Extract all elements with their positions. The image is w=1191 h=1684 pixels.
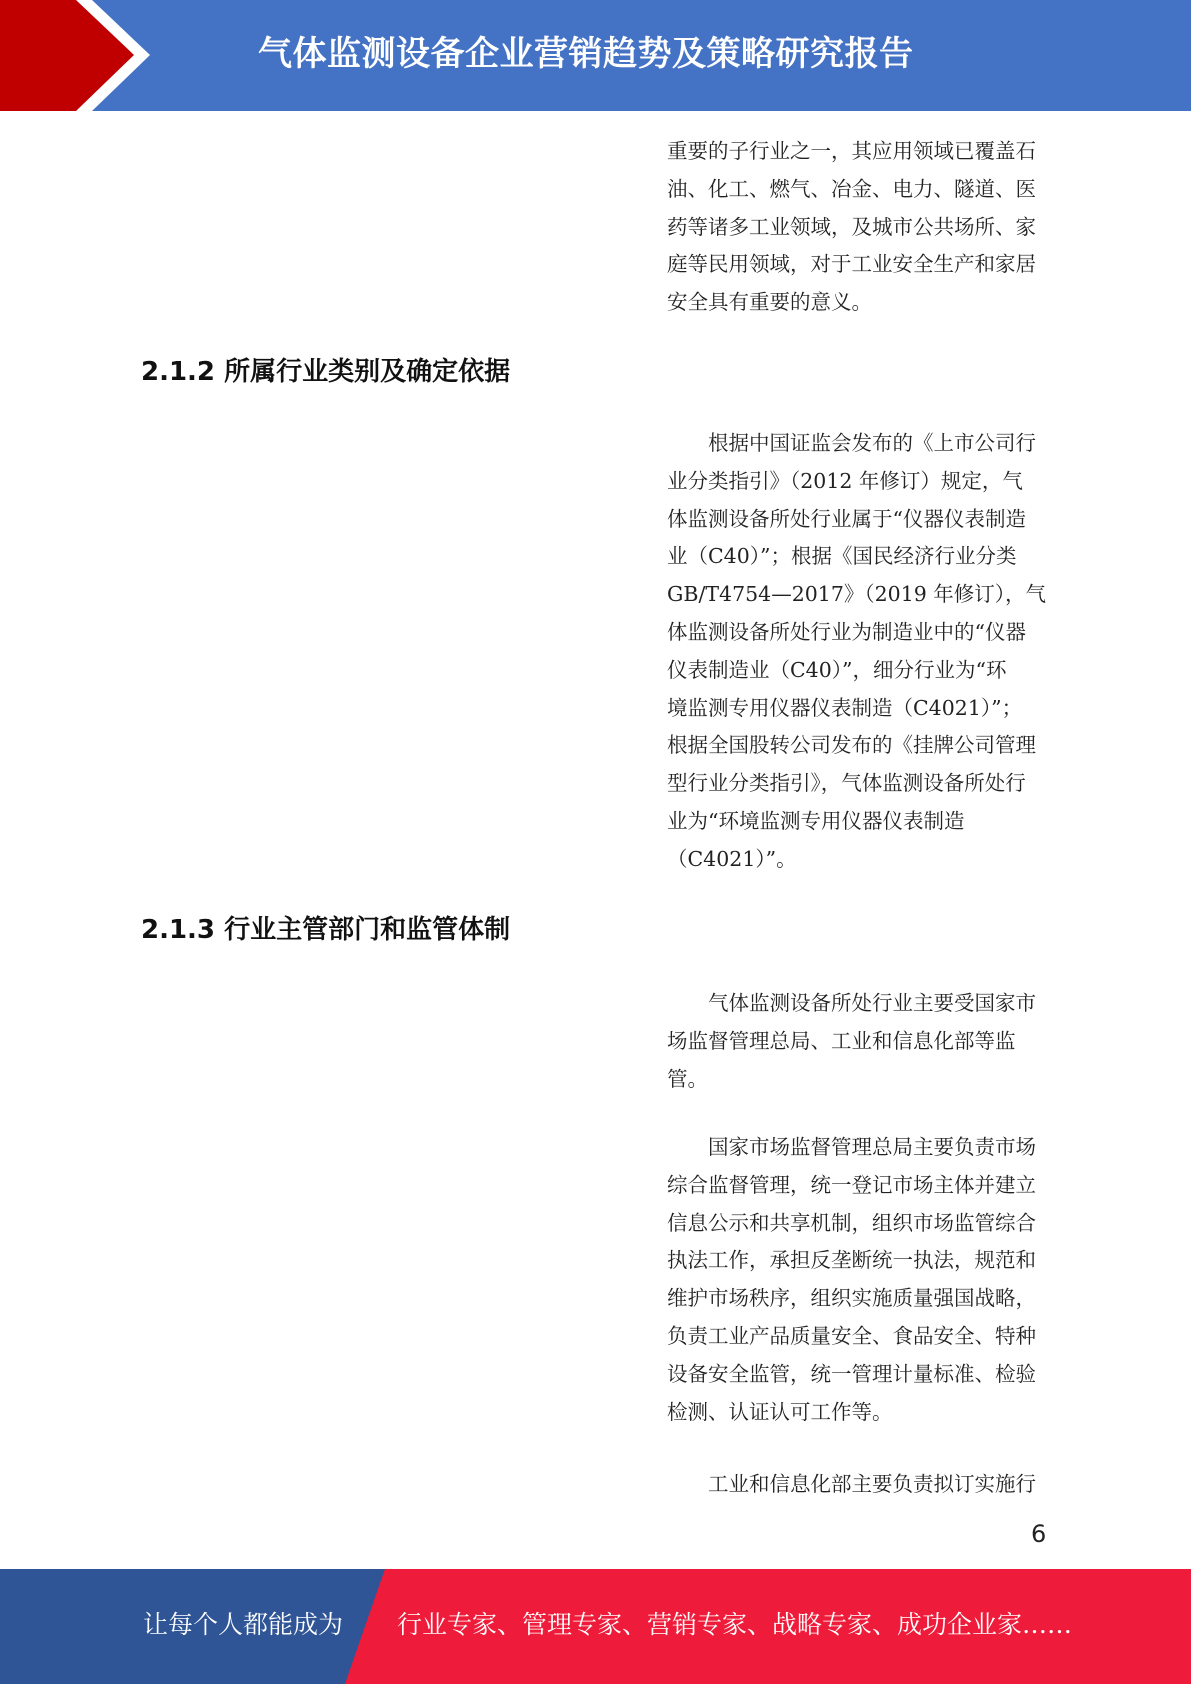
text-line: 负责工业产品质量安全、食品安全、特种 — [667, 1323, 1036, 1348]
report-title: 气体监测设备企业营销趋势及策略研究报告 — [258, 34, 914, 74]
text-line: 仪表制造业（C40）”，细分行业为“环 — [667, 657, 1007, 682]
paragraph-miit-duties — [667, 1466, 1047, 1504]
footer-slogan-right: 行业专家、管理专家、营销专家、战略专家、成功企业家…… — [397, 1610, 1073, 1639]
text-line: 型行业分类指引》，气体监测设备所处行 — [667, 771, 1026, 796]
text-line: 境监测专用仪器仪表制造（C4021）”； — [667, 695, 1023, 720]
report-header — [0, 0, 1191, 111]
text-line: 业（C40）”；根据《国民经济行业分类 — [667, 544, 1017, 569]
text-line: 信息公示和共享机制，组织市场监管综合 — [667, 1210, 1036, 1235]
text-line: 管。 — [667, 1066, 708, 1091]
text-line: 气体监测设备所处行业主要受国家市 — [667, 991, 1036, 1015]
text-line: 安全具有重要的意义。 — [667, 290, 872, 315]
paragraph-regulators — [667, 985, 1047, 1098]
text-line: 庭等民用领域，对于工业安全生产和家居 — [667, 252, 1036, 277]
text-line: GB/T4754—2017》（2019 年修订），气 — [667, 582, 1047, 607]
section-heading-2-1-3: 2.1.3 行业主管部门和监管体制 — [141, 915, 511, 945]
report-footer — [0, 1569, 1191, 1684]
page-number: 6 — [1031, 1520, 1047, 1548]
text-line: 药等诸多工业领域，及城市公共场所、家 — [667, 214, 1036, 239]
text-line: 检测、认证认可工作等。 — [667, 1399, 893, 1424]
text-line: 场监督管理总局、工业和信息化部等监 — [667, 1028, 1016, 1053]
paragraph-industry-classification — [667, 425, 1047, 879]
text-line: 维护市场秩序，组织实施质量强国战略， — [667, 1286, 1036, 1311]
text-line: 设备安全监管，统一管理计量标准、检验 — [667, 1361, 1036, 1386]
footer-slogan-left: 让每个人都能成为 — [143, 1610, 344, 1639]
red-arrow-shape — [0, 0, 134, 111]
text-line: 体监测设备所处行业属于“仪器仪表制造 — [667, 506, 1026, 531]
text-line: 国家市场监督管理总局主要负责市场 — [667, 1135, 1036, 1159]
section-heading-2-1-2: 2.1.2 所属行业类别及确定依据 — [141, 357, 511, 387]
paragraph-samr-duties — [667, 1129, 1047, 1431]
text-line: 执法工作，承担反垄断统一执法，规范和 — [667, 1248, 1036, 1273]
text-line: 根据全国股转公司发布的《挂牌公司管理 — [667, 733, 1036, 758]
text-line: 油、化工、燃气、冶金、电力、隧道、医 — [667, 176, 1036, 201]
text-line: 业分类指引》（2012 年修订）规定，气 — [667, 468, 1023, 493]
text-line: 业为“环境监测专用仪器仪表制造 — [667, 808, 965, 833]
paragraph-industry-overview — [667, 133, 1047, 322]
text-line: 体监测设备所处行业为制造业中的“仪器 — [667, 619, 1026, 644]
text-line: 重要的子行业之一，其应用领域已覆盖石 — [667, 139, 1036, 163]
text-line: 根据中国证监会发布的《上市公司行 — [667, 431, 1036, 455]
text-line: （C4021）”。 — [667, 846, 797, 871]
text-line: 综合监督管理，统一登记市场主体并建立 — [667, 1172, 1036, 1197]
text-line: 工业和信息化部主要负责拟订实施行 — [667, 1472, 1036, 1496]
